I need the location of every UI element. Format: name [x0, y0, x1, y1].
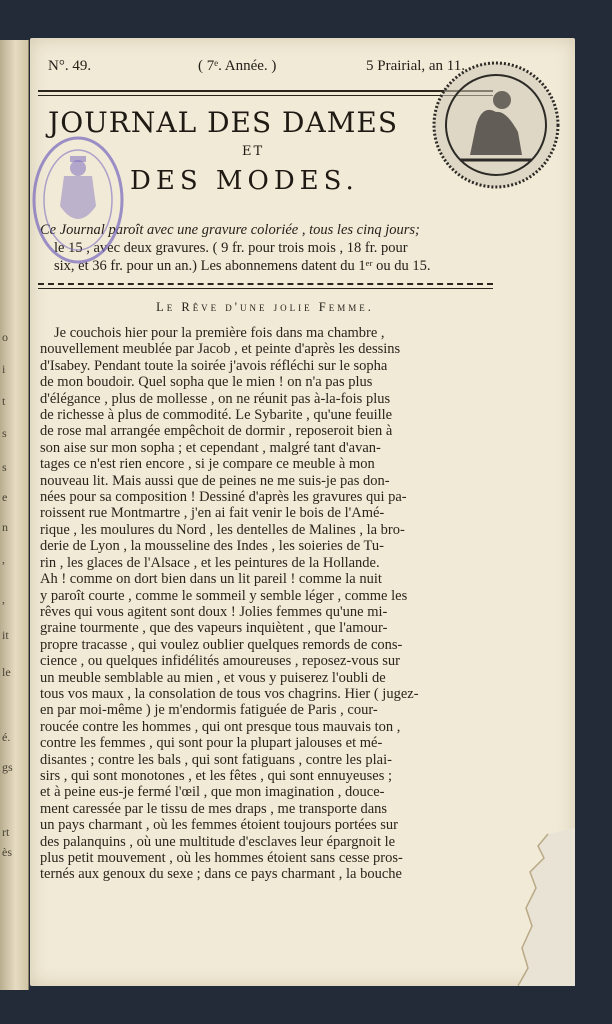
issue-date: 5 Prairial, an 11.	[366, 58, 466, 74]
article-line: tages ce n'est rien encore , si je compare ce meuble à mon	[40, 456, 375, 473]
article-line: rêves qui vous agitent sont doux ! Jolies femmes qu'une mi-	[40, 603, 388, 620]
article-line: derie de Lyon , la mousseline des Indes , les soieries de Tu-	[40, 538, 384, 555]
article-line: en par moi-même ) je m'endormis fatiguée de Paris , cour-	[40, 702, 378, 719]
section-rule	[38, 283, 493, 289]
article-line: sirs , qui sont monotones , et les fêtes , qui sont ennuyeuses ;	[40, 767, 392, 784]
article-line: roucée contre les hommes , qui ont presque tous mauvais ton ,	[40, 718, 401, 735]
margin-fragment: s	[2, 460, 7, 474]
article-line: d'élégance , plus de mollesse , on ne réunit pas à-la-fois plus	[40, 390, 391, 407]
margin-fragment: ,	[2, 552, 5, 566]
article-line: ment caressée par le tissu de mes draps , me transporte dans	[40, 800, 388, 817]
torn-page-corner	[508, 828, 575, 986]
article-line: un meuble semblable au mien , et vous y puiserez l'oubli de	[40, 669, 386, 686]
article-line: disantes ; contre les bals , qui sont fatiguans , contre les plai-	[40, 751, 392, 768]
article-line: contre les femmes , qui sont pour la plupart jalouses et mé-	[40, 735, 383, 752]
margin-fragment: gs	[2, 760, 13, 774]
article-line: et à peine eus-je fermé l'œil , que mon imagination , douce-	[40, 784, 385, 801]
margin-fragment: é.	[2, 730, 11, 744]
subscription-line: six, et 36 fr. pour un an.) Les abonnemens datent du 1ᵉʳ ou du 15.	[54, 258, 431, 274]
margin-fragment: rt	[2, 825, 10, 839]
article-line: roissent rue Montmartre , j'en ai fait venir le bois de l'Amé-	[40, 505, 385, 522]
subscription-line: le 15 , avec deux gravures. ( 9 fr. pour trois mois , 18 fr. pour	[54, 240, 408, 256]
library-stamp-violet	[30, 128, 126, 268]
header-rule	[38, 90, 493, 96]
article-line: plus petit mouvement , où les hommes étoient sans cesse pros-	[40, 850, 403, 866]
article-line: d'Isabey. Pendant toute la soirée j'avois réfléchi sur le sopha	[40, 357, 388, 374]
margin-fragment: it	[2, 628, 9, 642]
issue-number: N°. 49.	[48, 58, 92, 74]
article-line: nouveau lit. Mais aussi que de peines ne me suis-je pas don-	[40, 472, 390, 489]
margin-fragment: o	[2, 330, 8, 344]
article-line: rique , les moulures du Nord , les dentelles de Malines , la bro-	[40, 521, 405, 538]
article-line: Je couchois hier pour la première fois dans ma chambre ,	[54, 325, 385, 341]
article-title: Le Rêve d'une jolie Femme.	[156, 300, 374, 314]
seal-stamp-black	[430, 60, 562, 190]
margin-fragment: ès	[2, 845, 12, 859]
article-line: graine tourmente , que des vapeurs inquiètent , que l'amour-	[40, 620, 388, 637]
article-body	[40, 325, 508, 883]
article-line: cience , ou quelques infidélités amoureuses , reposez-vous sur	[40, 653, 400, 670]
article-line: nouvellement meublée par Jacob , et peinte d'après les dessins	[40, 341, 401, 358]
margin-fragment: n	[2, 520, 8, 534]
article-line: des palanquins , où une multitude d'esclaves leur épargnoit le	[40, 833, 396, 850]
article-line: de richesse à plus de commodité. Le Sybarite , qu'une feuille	[40, 407, 393, 424]
journal-page	[30, 38, 575, 986]
margin-fragment: i	[2, 362, 6, 376]
margin-fragment: t	[2, 394, 6, 408]
masthead-title-line-2: DES MODES.	[130, 166, 359, 196]
masthead-title-et: ET	[242, 144, 265, 159]
masthead-title-line-1: JOURNAL DES DAMES	[48, 106, 399, 139]
article-line: tous vos maux , la consolation de tous vos chagrins. Hier ( jugez-	[40, 685, 419, 702]
margin-fragment: e	[2, 490, 8, 504]
article-line: propre tracasse , qui voulez oublier quelques remords de cons-	[40, 636, 403, 653]
article-line: un pays charmant , où les femmes étoient toujours portées sur	[40, 817, 398, 834]
margin-fragment: le	[2, 665, 11, 679]
margin-fragment: ,	[2, 592, 5, 606]
article-line: de mon boudoir. Quel sopha que le mien ! on n'a pas plus	[40, 374, 373, 391]
issue-year: ( 7ᵉ. Année. )	[198, 58, 277, 74]
article-line: y paroît courte , comme le sommeil y semble léger , comme les	[40, 587, 408, 604]
article-line: Ah ! comme on dort bien dans un lit pareil ! comme la nuit	[40, 571, 382, 588]
article-line: rin , les glaces de l'Alsace , et les peintures de la Hollande.	[40, 554, 380, 571]
article-line: ternés aux genoux du sexe ; dans ce pays charmant , la bouche	[40, 866, 402, 883]
article-line: nées pour sa composition ! Dessiné d'après les gravures qui pa-	[40, 489, 407, 506]
article-line: son aise sur mon sopha ; et cependant , malgré tant d'avan-	[40, 439, 381, 456]
subscription-line: Ce Journal paroît avec une gravure coloriée , tous les cinq jours;	[40, 222, 420, 238]
article-line: de rose mal arrangée empêchoit de dormir , reposeroit bien à	[40, 423, 393, 440]
margin-fragment: s	[2, 426, 7, 440]
